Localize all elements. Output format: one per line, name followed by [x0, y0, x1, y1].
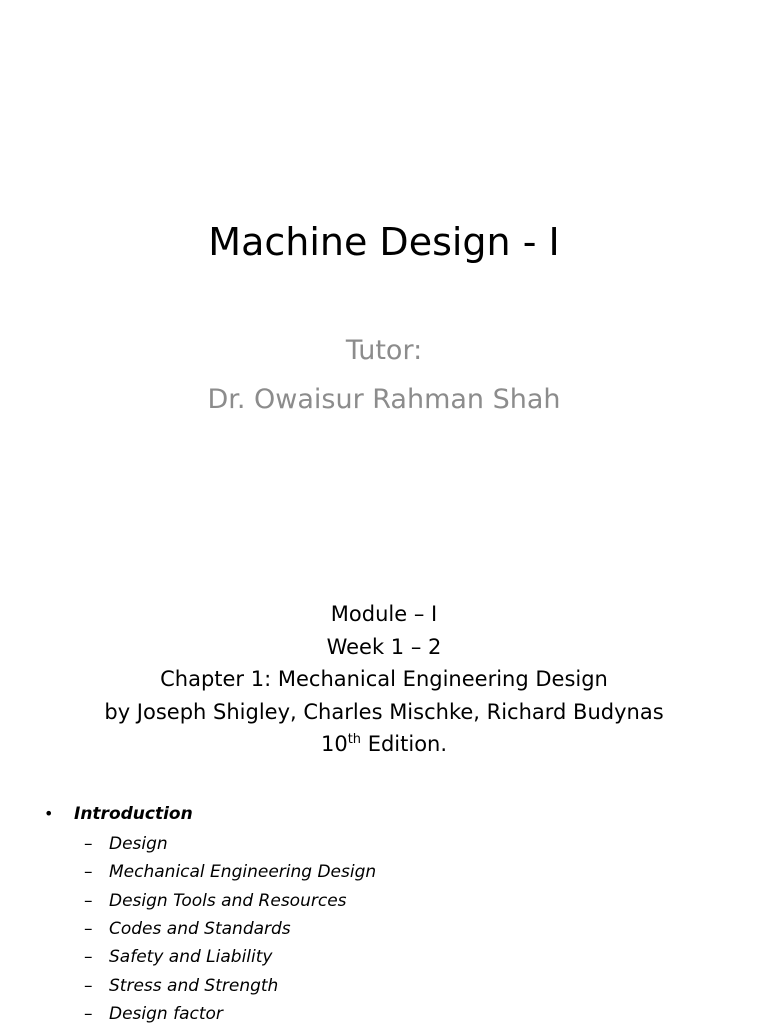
module-info — [0, 598, 768, 761]
tutor-name: Dr. Owaisur Rahman Shah — [207, 384, 561, 415]
list-item-text: Codes and Standards — [109, 919, 291, 940]
list-item-text: Design factor — [109, 1003, 223, 1024]
list-item — [84, 830, 376, 858]
dash-icon: – — [84, 862, 93, 883]
slide-title: Machine Design - I — [208, 220, 560, 264]
list-item — [84, 915, 376, 943]
tutor-label: Tutor: — [345, 335, 423, 366]
edition-text: Edition. — [361, 732, 448, 756]
week-line: Week 1 – 2 — [326, 634, 442, 659]
edition-number: 10 — [320, 732, 348, 756]
list-item — [84, 943, 376, 971]
list-item-text: Mechanical Engineering Design — [109, 862, 377, 883]
dash-icon: – — [84, 834, 93, 855]
dash-icon: – — [84, 1003, 93, 1024]
chapter-line: Chapter 1: Mechanical Engineering Design — [160, 667, 608, 691]
list-item-text: Design Tools and Resources — [109, 890, 347, 911]
bullet-icon: • — [44, 804, 54, 823]
list-item — [84, 858, 376, 886]
list-item — [84, 887, 376, 915]
edition-suffix: th — [347, 732, 362, 747]
outline-subitems — [84, 830, 376, 1028]
list-item-text: Design — [109, 834, 168, 855]
list-item — [84, 971, 376, 999]
outline-heading-row — [44, 802, 193, 826]
dash-icon: – — [84, 947, 93, 968]
module-line: Module – I — [330, 602, 438, 626]
list-item-text: Stress and Strength — [109, 975, 279, 996]
authors-line: by Joseph Shigley, Charles Mischke, Richard Budynas — [104, 699, 664, 724]
dash-icon: – — [84, 919, 93, 940]
dash-icon: – — [84, 975, 93, 996]
dash-icon: – — [84, 890, 93, 911]
list-item-text: Safety and Liability — [109, 947, 273, 968]
edition-line — [0, 728, 768, 761]
outline-heading: Introduction — [74, 804, 193, 824]
